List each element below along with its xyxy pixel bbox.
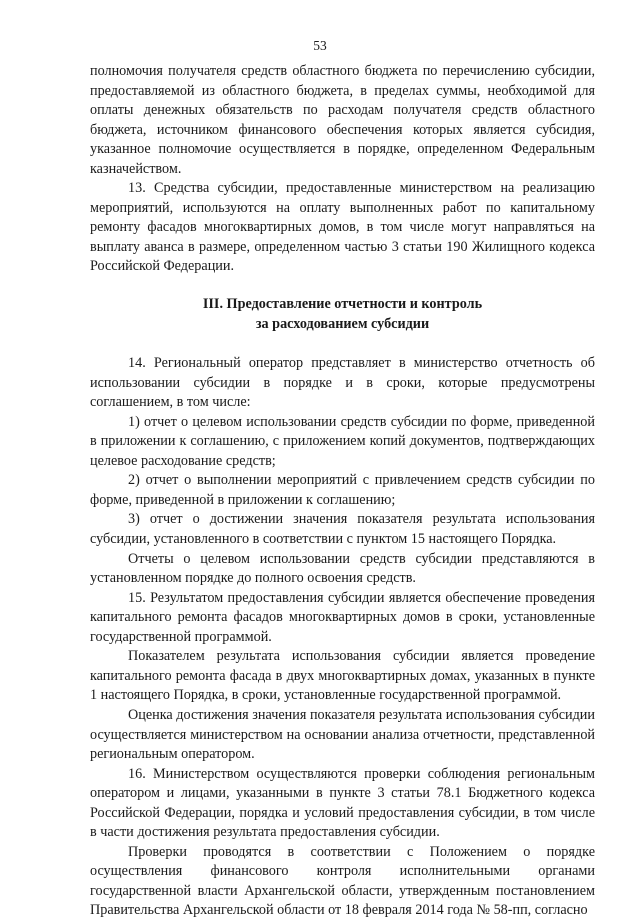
paragraph-subitem-1: 1) отчет о целевом использовании средств субсидии по форме, приведенной в приложении к соглашению, с приложением копий документов, подтверждающих целевое расходование средств; [90, 413, 595, 469]
paragraph-item-14: 14. Региональный оператор представляет в министерство отчетность об использовании субсидии в порядке и в сроки, которые предусмотрены соглашением, в том числе: [90, 355, 595, 411]
paragraph-item-16: 16. Министерством осуществляются проверки соблюдения региональным оператором и лицами, указанными в пункте 3 статьи 78.1 Бюджетного кодекса Российской Федерации, порядка и условий предоставления субсидии, в том числе в части достижения результата предоставления субсидии. [90, 765, 595, 841]
paragraph-subitem-3: 3) отчет о достижении значения показателя результата использования субсидии, установленного в соответствии с пунктом 15 настоящего Порядка. [90, 511, 595, 548]
paragraph-indicator: Показателем результата использования субсидии является проведение капитального ремонта фасада в двух многоквартирных домах, указанных в пункте 1 настоящего Порядка, в сроки, установленные государственной программой. [90, 648, 595, 704]
page-number: 53 [313, 38, 327, 53]
paragraph-item-13: 13. Средства субсидии, предоставленные министерством на реализацию мероприятий, используются на оплату выполненных работ по капитальному ремонту фасадов многоквартирных домов, в том числе могут направляться на выплату аванса в размере, определенном частью 3 статьи 190 Жилищного кодекса Российской Федерации. [90, 180, 595, 275]
section-heading-line-2: за расходованием субсидии [255, 315, 430, 332]
section-heading-line-1: III. Предоставление отчетности и контроль [202, 296, 483, 313]
paragraph-subitem-2: 2) отчет о выполнении мероприятий с привлечением средств субсидии по форме, приведенной в приложении к соглашению; [90, 472, 595, 508]
paragraph-continuation: полномочия получателя средств областного бюджета по перечислению субсидии, предоставляемой из областного бюджета, в пределах суммы, необходимой для оплаты денежных обязательств по расходам получателя средств областного бюджета, источником финансового обеспечения которых является субсидия, указанное полномочие осуществляется в порядке, определенном Федеральным казначейством. [90, 63, 595, 177]
section-heading [90, 295, 595, 334]
paragraph-item-15: 15. Результатом предоставления субсидии является обеспечение проведения капитального ремонта фасадов многоквартирных домов в сроки, установленные государственной программой. [90, 589, 595, 645]
paragraph-assessment: Оценка достижения значения показателя результата использования субсидии осуществляется министерством на основании анализа отчетности, представленной региональным оператором. [90, 706, 595, 763]
paragraph-reports: Отчеты о целевом использовании средств субсидии представляются в установленном порядке до полного освоения средств. [90, 550, 595, 587]
paragraph-inspections: Проверки проводятся в соответствии с Положением о порядке осуществления финансового контроля исполнительными органами государственной власти Архангельской области, утвержденным постановлением Правительства Архангельской области от 18 февраля 2014 года № 58-пп, согласно [90, 843, 595, 919]
document-body [90, 62, 595, 921]
